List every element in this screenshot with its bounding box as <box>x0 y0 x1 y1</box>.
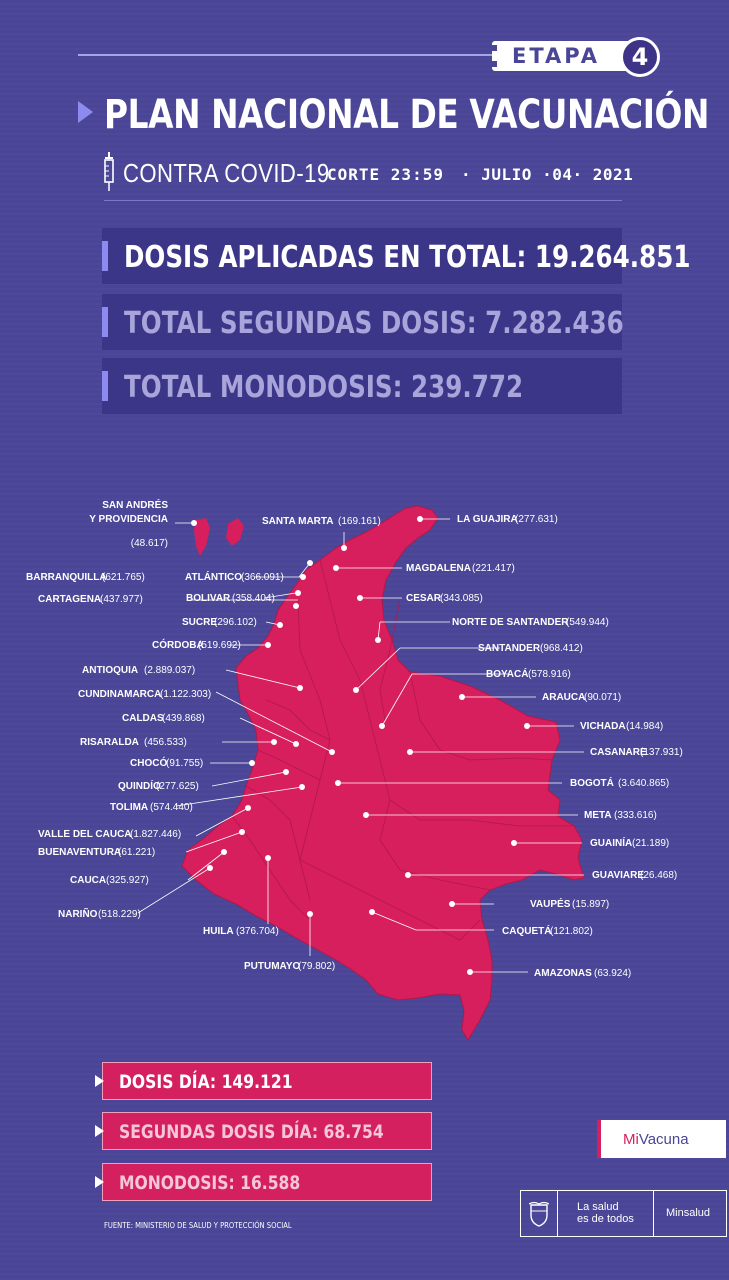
label-cartagena: CARTAGENA <box>38 594 102 605</box>
play-arrow-icon <box>95 1176 104 1188</box>
report-date: · JULIO ·04· 2021 <box>461 165 634 184</box>
label-amazonas: AMAZONAS <box>534 968 592 979</box>
dot-cartagena <box>295 590 301 596</box>
dot-sucre <box>277 622 283 628</box>
dot-bogota <box>335 780 341 786</box>
etapa-number: 4 <box>620 37 660 77</box>
dot-cesar <box>357 595 363 601</box>
label-norte-santander: NORTE DE SANTANDER <box>452 617 569 628</box>
value-amazonas: (63.924) <box>594 968 632 979</box>
value-choco: (91.755) <box>166 758 204 769</box>
label-vaupes: VAUPÉS <box>530 899 571 910</box>
segundas-dia-box <box>102 1112 432 1150</box>
dot-santander <box>353 687 359 693</box>
dot-putumayo <box>307 911 313 917</box>
label-caqueta: CAQUETÁ <box>502 926 552 937</box>
label-cundinamarca: CUNDINAMARCA <box>78 689 162 700</box>
label-narino: NARIÑO <box>58 909 98 920</box>
dot-vaupes <box>449 901 455 907</box>
etapa-notch <box>491 61 497 67</box>
government-logo <box>520 1190 727 1237</box>
value-caqueta: (121.802) <box>550 926 593 937</box>
accent-bar <box>102 241 108 271</box>
corte-time: CORTE 23:59 <box>327 165 444 184</box>
label-santander: SANTANDER <box>478 643 541 654</box>
monodosis-dia: MONODOSIS: 16.588 <box>119 1172 301 1194</box>
value-barranquilla: (621.765) <box>102 572 145 583</box>
value-cauca: (325.927) <box>106 875 149 886</box>
syringe-icon <box>100 152 118 192</box>
etapa-notch <box>491 45 497 51</box>
dot-quindio <box>283 769 289 775</box>
value-santa-marta: (169.161) <box>338 516 381 527</box>
accent-bar <box>102 371 108 401</box>
label-cauca: CAUCA <box>70 875 107 886</box>
label-risaralda: RISARALDA <box>80 737 139 748</box>
value-caldas: (439.868) <box>162 713 205 724</box>
label-atlantico: ATLÁNTICO <box>185 572 243 583</box>
dot-tolima <box>299 784 305 790</box>
logo-mi: Mi <box>623 1131 639 1148</box>
label-boyaca: BOYACÁ <box>486 669 529 680</box>
label-guainia: GUAINÍA <box>590 838 633 849</box>
value-san-andres: (48.617) <box>130 538 168 549</box>
divider <box>557 1191 558 1236</box>
title-arrow-icon <box>78 101 93 123</box>
value-vaupes: (15.897) <box>572 899 610 910</box>
dot-huila <box>265 855 271 861</box>
page-title: PLAN NACIONAL DE VACUNACIÓN <box>104 92 710 138</box>
dot-casanare <box>407 749 413 755</box>
dot-santa-marta <box>341 545 347 551</box>
dot-boyaca <box>379 723 385 729</box>
dot-choco <box>249 760 255 766</box>
value-quindio: (277.625) <box>156 781 199 792</box>
value-bogota: (3.640.865) <box>618 778 670 789</box>
value-guaviare: (26.468) <box>640 870 678 881</box>
divider <box>653 1191 654 1236</box>
dot-buenaventura <box>239 829 245 835</box>
dot-guainia <box>511 840 517 846</box>
slogan-line-1: La salud <box>577 1201 619 1213</box>
logo-vacuna: Vacuna <box>638 1131 689 1148</box>
label-magdalena: MAGDALENA <box>406 563 471 574</box>
value-risaralda: (456.533) <box>144 737 187 748</box>
total-monodosis-box <box>102 358 622 414</box>
value-antioquia: (2.889.037) <box>144 665 196 676</box>
dosis-dia-box <box>102 1062 432 1100</box>
dot-antioquia <box>297 685 303 691</box>
total-aplicadas: DOSIS APLICADAS EN TOTAL: 19.264.851 <box>124 240 691 275</box>
value-cesar: (343.085) <box>440 593 483 604</box>
value-santander: (968.412) <box>540 643 583 654</box>
value-meta: (333.616) <box>614 810 657 821</box>
label-cordoba: CÓRDOBA <box>152 640 204 651</box>
value-cordoba: (519.692) <box>198 640 241 651</box>
label-san-andres: SAN ANDRÉS <box>102 500 168 511</box>
dot-guaviare <box>405 872 411 878</box>
label-caldas: CALDAS <box>122 713 164 724</box>
value-guainia: (21.189) <box>632 838 670 849</box>
minsalud-label: Minsalud <box>666 1207 711 1219</box>
dot-cauca <box>221 849 227 855</box>
label-arauca: ARAUCA <box>542 692 586 703</box>
dot-arauca <box>459 694 465 700</box>
dot-vichada <box>524 723 530 729</box>
label-antioquia: ANTIOQUIA <box>82 665 139 676</box>
value-huila: (376.704) <box>236 926 279 937</box>
source-note: FUENTE: MINISTERIO DE SALUD Y PROTECCIÓN SOCIAL <box>104 1221 292 1230</box>
subtitle: CONTRA COVID-19 <box>123 158 330 188</box>
total-segundas: TOTAL SEGUNDAS DOSIS: 7.282.436 <box>124 306 624 341</box>
value-putumayo: (79.802) <box>298 961 336 972</box>
label-putumayo: PUTUMAYO <box>244 961 301 972</box>
dot-narino <box>207 865 213 871</box>
dot-amazonas <box>467 969 473 975</box>
total-segundas-box <box>102 294 622 350</box>
value-cartagena: (437.977) <box>100 594 143 605</box>
dot-risaralda <box>271 739 277 745</box>
header-divider <box>78 54 518 56</box>
dot-meta <box>363 812 369 818</box>
label-la-guajira: LA GUAJIRA <box>457 514 518 525</box>
label-san-andres-2: Y PROVIDENCIA <box>89 514 168 525</box>
logo-bar <box>597 1120 601 1158</box>
value-arauca: (90.071) <box>584 692 622 703</box>
etapa-badge: ETAPA <box>492 41 634 71</box>
value-sucre: (296.102) <box>214 617 257 628</box>
label-tolima: TOLIMA <box>110 802 149 813</box>
dot-bolivar <box>293 603 299 609</box>
label-choco: CHOCÓ <box>130 758 168 769</box>
label-huila: HUILA <box>203 926 234 937</box>
dot-cundinamarca <box>329 749 335 755</box>
label-bogota: BOGOTÁ <box>570 778 614 789</box>
dot-la-guajira <box>417 516 423 522</box>
play-arrow-icon <box>95 1075 104 1087</box>
value-magdalena: (221.417) <box>472 563 515 574</box>
value-casanare: (137.931) <box>640 747 683 758</box>
dot-norte-santander <box>375 637 381 643</box>
slogan-line-2: es de todos <box>577 1213 634 1225</box>
label-guaviare: GUAVIARE <box>592 870 645 881</box>
label-barranquilla: BARRANQUILLA <box>26 572 107 583</box>
value-buenaventura: (61.221) <box>118 847 156 858</box>
value-boyaca: (578.916) <box>528 669 571 680</box>
providencia-island <box>226 518 244 546</box>
dot-cordoba <box>265 642 271 648</box>
colombia-map <box>0 470 729 1070</box>
coat-of-arms-icon <box>529 1201 549 1227</box>
label-quindio: QUINDÍO <box>118 781 161 792</box>
slogan <box>577 1201 634 1225</box>
value-narino: (518.229) <box>98 909 141 920</box>
value-la-guajira: (277.631) <box>515 514 558 525</box>
label-sucre: SUCRE <box>182 617 218 628</box>
value-tolima: (574.440) <box>150 802 193 813</box>
total-aplicadas-box <box>102 228 691 284</box>
label-santa-marta: SANTA MARTA <box>262 516 334 527</box>
segundas-dia: SEGUNDAS DOSIS DÍA: 68.754 <box>119 1121 384 1143</box>
mivacuna-logo <box>597 1120 726 1158</box>
dot-caldas <box>293 741 299 747</box>
accent-bar <box>102 307 108 337</box>
label-buenaventura: BUENAVENTURA <box>38 847 122 858</box>
label-vichada: VICHADA <box>580 721 626 732</box>
value-atlantico: (366.091) <box>241 572 284 583</box>
dot-valle <box>245 805 251 811</box>
play-arrow-icon <box>95 1125 104 1137</box>
value-cundinamarca: (1.122.303) <box>160 689 212 700</box>
dot-atlantico <box>300 574 306 580</box>
label-cesar: CESAR <box>406 593 442 604</box>
subtitle-divider <box>104 200 622 201</box>
value-valle: (1.827.446) <box>130 829 182 840</box>
dot-san-andres <box>191 520 197 526</box>
monodosis-dia-box <box>102 1163 432 1201</box>
label-valle: VALLE DEL CAUCA <box>38 829 132 840</box>
value-vichada: (14.984) <box>626 721 664 732</box>
dot-barranquilla <box>307 560 313 566</box>
label-casanare: CASANARE <box>590 747 647 758</box>
total-monodosis: TOTAL MONODOSIS: 239.772 <box>124 370 524 405</box>
value-bolivar: (358.404) <box>232 593 275 604</box>
dot-magdalena <box>333 565 339 571</box>
dot-caqueta <box>369 909 375 915</box>
label-bolivar: BOLIVAR <box>186 593 231 604</box>
value-norte-santander: (549.944) <box>566 617 609 628</box>
dosis-dia: DOSIS DÍA: 149.121 <box>119 1071 293 1093</box>
label-meta: META <box>584 810 612 821</box>
